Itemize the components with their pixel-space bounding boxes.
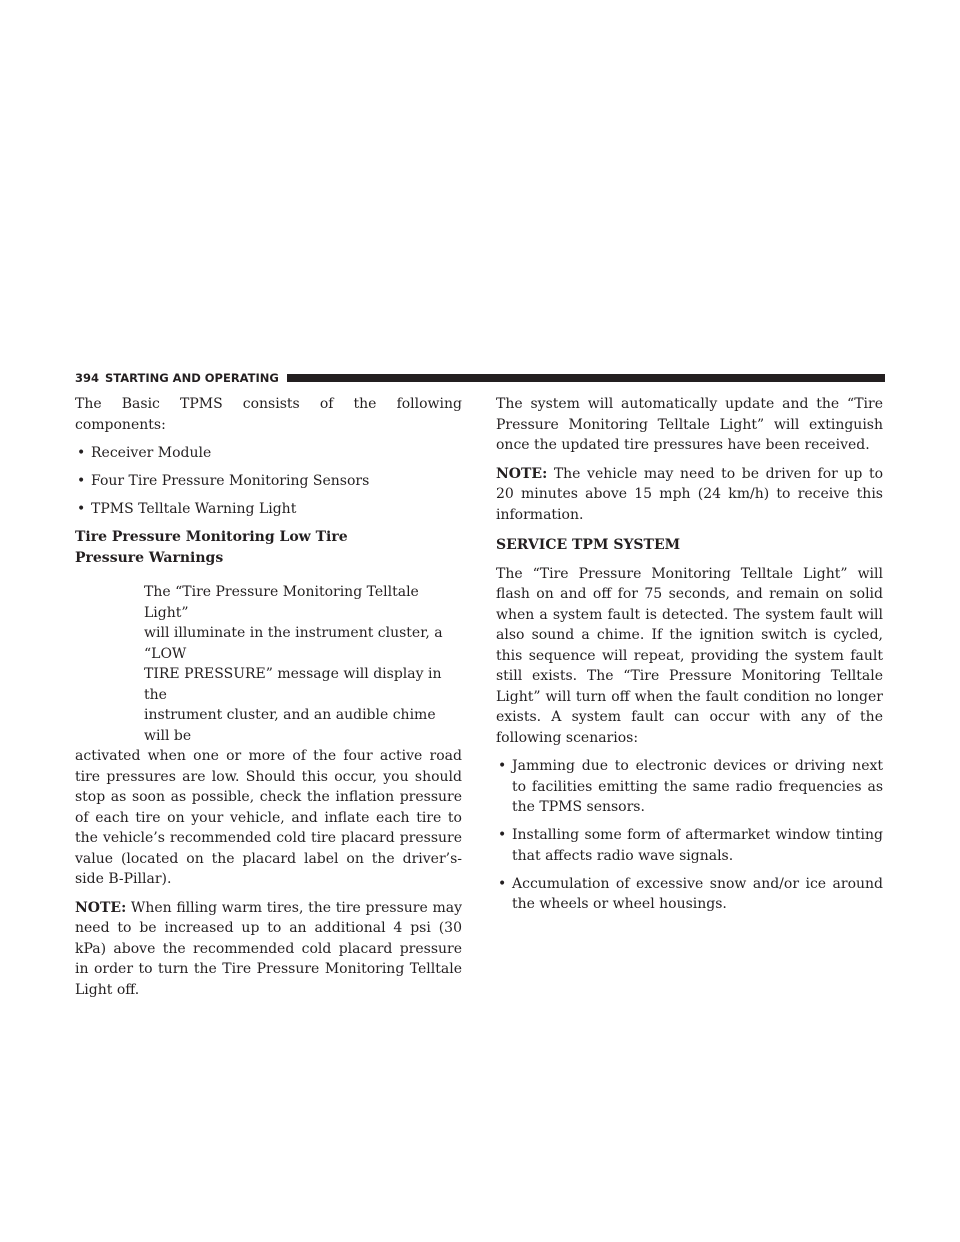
- note-text: When filling warm tires, the tire pressure may need to be increased up to an additional 4 psi (30 kPa) above the recommended cold placard pressure in order to turn the Tire Pressure Monitoring Telltale Light off.: [75, 899, 462, 998]
- list-item: • TPMS Telltale Warning Light: [77, 501, 297, 517]
- note-label: NOTE:: [75, 899, 127, 916]
- note-text: The vehicle may need to be driven for up to 20 minutes above 15 mph (24 km/h) to receive this information.: [496, 465, 883, 523]
- header-rule: [287, 374, 885, 382]
- note-paragraph: [496, 464, 883, 526]
- list-item: • Four Tire Pressure Monitoring Sensors: [77, 473, 370, 489]
- note-paragraph: [75, 898, 462, 1001]
- list-item: • Jamming due to electronic devices or driving next to facilities emitting the same radio frequencies as the TPMS sensors.: [498, 758, 883, 815]
- left-column: [75, 394, 462, 1008]
- service-paragraph: The “Tire Pressure Monitoring Telltale Light” will flash on and off for 75 seconds, and remain on solid when a system fault is detected. The system fault will also sound a chime. If the ignition switch is cycled, this sequence will repeat, providing the system fault still exists. The “Tire Pressure Monitoring Telltale Light” will turn off when the fault condition no longer exists. A system fault can occur with any of the following scenarios:: [496, 565, 883, 746]
- low-pressure-warning-paragraph: [75, 582, 462, 890]
- indented-text-block: The “Tire Pressure Monitoring Telltale Light” will illuminate in the instrument cluster, a “LOW TIRE PRESSURE” message will display in the instrument cluster, and an audible chime will be: [144, 584, 443, 744]
- page-header: [75, 370, 885, 386]
- update-paragraph: The system will automatically update and the “Tire Pressure Monitoring Telltale Light” will extinguish once the updated tire pressures have been received.: [496, 396, 883, 453]
- section-heading: SERVICE TPM SYSTEM: [496, 537, 681, 553]
- page-number: 394: [75, 371, 100, 385]
- right-column: [496, 394, 883, 922]
- list-item: • Installing some form of aftermarket window tinting that affects radio wave signals.: [498, 827, 883, 864]
- list-item: • Receiver Module: [77, 445, 212, 461]
- warning-body: activated when one or more of the four active road tire pressures are low. Should this occur, you should stop as soon as possible, check the inflation pressure of each tire on your vehicle, and inflate each tire to the vehicle’s recommended cold tire placard pressure value (located on the placard label on the driver’s-side B-Pillar).: [75, 748, 462, 887]
- intro-paragraph: The Basic TPMS consists of the following components:: [75, 396, 462, 433]
- section-heading: Tire Pressure Monitoring Low Tire Pressure Warnings: [75, 529, 348, 566]
- section-title: STARTING AND OPERATING: [105, 371, 279, 385]
- list-item: • Accumulation of excessive snow and/or ice around the wheels or wheel housings.: [498, 875, 883, 912]
- note-label: NOTE:: [496, 465, 548, 482]
